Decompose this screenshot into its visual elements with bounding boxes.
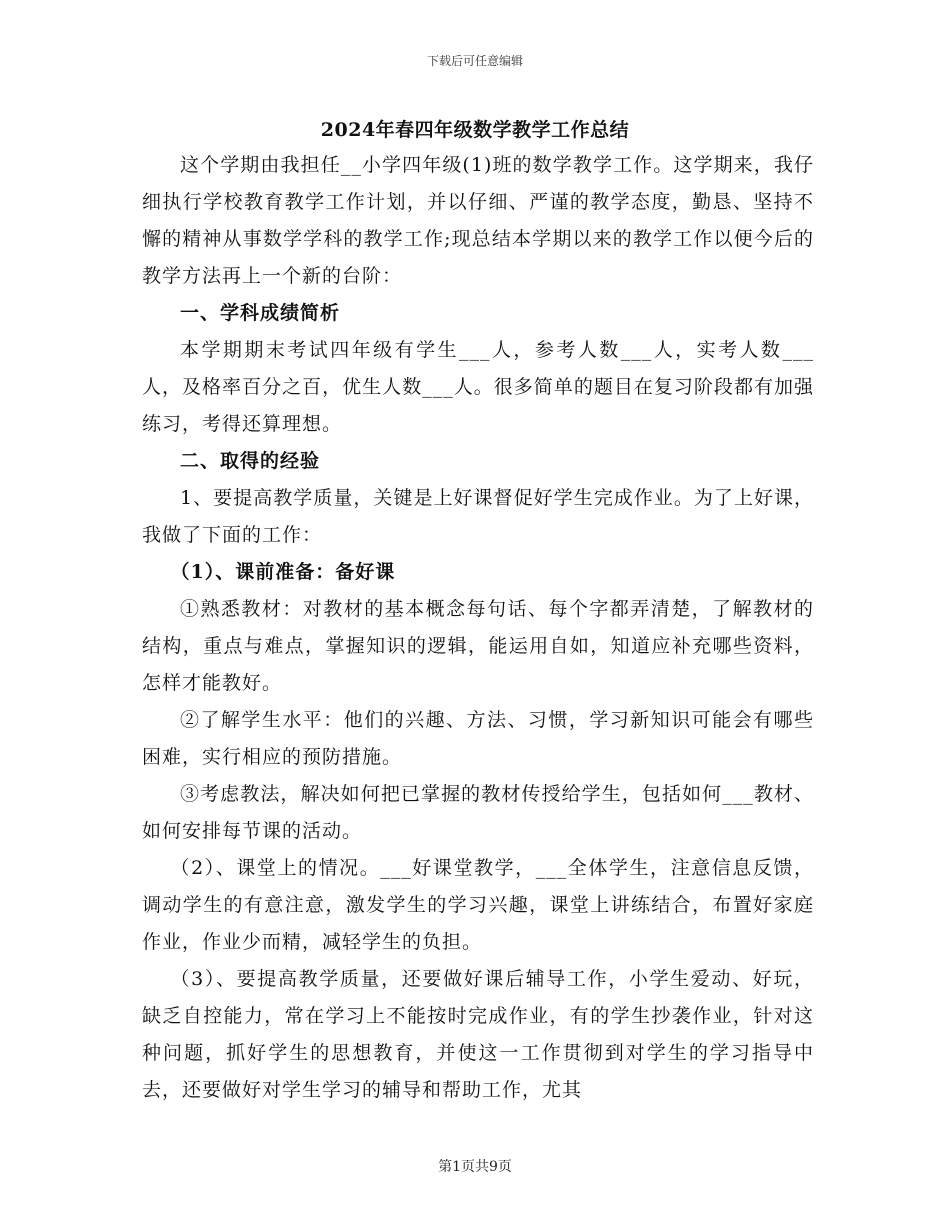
classroom-paragraph: （2）、课堂上的情况。___好课堂教学，___全体学生，注意信息反馈，调动学生的有意注意，激发学生的学习兴趣，课堂上讲练结合，布置好家庭作业，作业少而精，减轻学生的负担。 <box>142 857 814 953</box>
page-footer: 第1页共9页 <box>438 1159 512 1175</box>
scores-paragraph: 本学期期末考试四年级有学生___人，参考人数___人，实考人数___人，及格率百分之百，优生人数___人。很多简单的题目在复习阶段都有加强练习，考得还算理想。 <box>142 339 814 435</box>
prep-heading: （1）、课前准备：备好课 <box>170 561 396 583</box>
document-title: 2024年春四年级数学教学工作总结 <box>320 119 630 141</box>
prep-item-3: ③考虑教法，解决如何把已掌握的教材传授给学生，包括如何___教材、如何安排每节课的活动。 <box>142 783 814 842</box>
prep-item-1: ①熟悉教材：对教材的基本概念每句话、每个字都弄清楚，了解教材的结构，重点与难点，掌握知识的逻辑，能运用自如，知道应补充哪些资料，怎样才能教好。 <box>142 598 814 694</box>
header-note: 下载后可任意编辑 <box>426 54 523 68</box>
prep-item-2: ②了解学生水平：他们的兴趣、方法、习惯，学习新知识可能会有哪些困难，实行相应的预防措施。 <box>142 709 814 768</box>
document-body <box>142 147 814 1109</box>
section-heading-1: 一、学科成绩简析 <box>180 302 341 324</box>
section-heading-2: 二、取得的经验 <box>180 450 321 472</box>
intro-paragraph: 这个学期由我担任__小学四年级(1)班的数学教学工作。这学期来，我仔细执行学校教育教学工作计划，并以仔细、严谨的教学态度，勤恳、坚持不懈的精神从事数学学科的教学工作;现总结本学期以来的教学工作以便今后的教学方法再上一个新的台阶： <box>142 154 814 287</box>
experience-paragraph: 1、要提高教学质量，关键是上好课督促好学生完成作业。为了上好课，我做了下面的工作： <box>142 487 814 546</box>
afterclass-paragraph: （3）、要提高教学质量，还要做好课后辅导工作，小学生爱动、好玩，缺乏自控能力，常在学习上不能按时完成作业，有的学生抄袭作业，针对这种问题，抓好学生的思想教育，并使这一工作贯彻到对学生的学习指导中去，还要做好对学生学习的辅导和帮助工作，尤其 <box>142 968 814 1101</box>
